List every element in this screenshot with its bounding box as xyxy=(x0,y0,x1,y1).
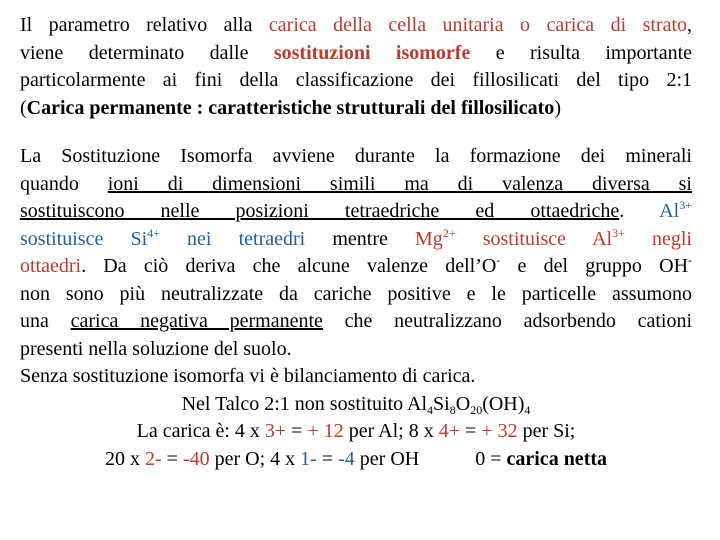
text: , xyxy=(687,14,692,36)
text: 20 x xyxy=(104,447,145,470)
red-text: ottaedri xyxy=(20,255,82,277)
body-line: La Sostituzione Isomorfa avviene durante la formazione dei minerali xyxy=(20,145,692,167)
red-text: 2- xyxy=(144,447,162,470)
red-text: + 12 xyxy=(307,420,344,442)
text: e del gruppo OH xyxy=(500,255,689,277)
formula-part: (OH) xyxy=(482,392,525,415)
highlight-red-bold: sostituzioni isomorfe xyxy=(273,41,471,64)
text: Mg xyxy=(415,227,443,250)
formula-part: Al xyxy=(407,392,428,415)
intro-line xyxy=(20,95,692,123)
text: ( xyxy=(20,96,27,119)
talc-label: Nel Talco 2:1 non sostituito xyxy=(181,392,408,415)
intro-line xyxy=(20,40,692,68)
superscript: 3+ xyxy=(612,225,625,240)
red-text: 4+ xyxy=(438,420,461,442)
text: ) xyxy=(554,96,561,119)
text: La carica è: 4 x xyxy=(136,420,265,442)
red-text: 3+ xyxy=(264,420,287,442)
intro-line xyxy=(20,12,692,40)
body-line xyxy=(20,308,692,336)
underlined-text: ioni di dimensioni simili ma di valenza diversa si xyxy=(107,172,692,195)
charge-line-1 xyxy=(20,418,692,446)
text: e risulta importante xyxy=(470,41,693,64)
bold-text: Carica permanente : caratteristiche strutturali del fillosilicato xyxy=(26,96,555,119)
blue-text: -4 xyxy=(338,447,355,470)
charge-line-2 xyxy=(20,446,692,474)
net-charge-label: carica netta xyxy=(506,447,608,470)
body-line: non sono più neutralizzate da cariche positive e le particelle assumono xyxy=(20,282,692,305)
text: per Si; xyxy=(517,420,576,442)
text: per Al; 8 x xyxy=(343,420,439,442)
superscript: 4+ xyxy=(147,225,160,240)
al-ion xyxy=(659,200,692,222)
underlined-text: carica negativa permanente xyxy=(70,310,323,332)
text: = xyxy=(286,420,308,442)
text: mentre xyxy=(305,227,416,250)
formula-part: Si xyxy=(433,392,450,415)
subscript: 4 xyxy=(427,402,434,417)
body-line xyxy=(20,253,692,281)
underlined-text: sostituiscono nelle posizioni tetraedriche ed ottaedriche xyxy=(20,200,620,222)
text: . Da ciò deriva che alcune valenze dell’O xyxy=(81,255,497,277)
talc-formula-line xyxy=(20,391,692,419)
body-line xyxy=(20,171,692,199)
text: sostituisce Al xyxy=(455,227,613,250)
intro-paragraph xyxy=(20,12,692,122)
text: quando xyxy=(20,172,108,195)
superscript: - xyxy=(496,253,501,267)
superscript: 2+ xyxy=(442,225,456,240)
text: sostituisce Si xyxy=(20,227,148,250)
body-line xyxy=(20,198,692,226)
text: per OH xyxy=(354,447,420,470)
formula-part: O xyxy=(455,392,471,415)
superscript: - xyxy=(688,253,693,267)
body-line: Senza sostituzione isomorfa vi è bilanciamento di carica. xyxy=(20,365,476,387)
blue-text: 1- xyxy=(300,447,317,470)
text: = xyxy=(460,420,482,442)
subscript: 20 xyxy=(470,402,483,417)
intro-line: particolarmente ai fini della classificazione dei fillosilicati del tipo 2:1 xyxy=(20,69,692,91)
text: 0 = xyxy=(475,447,507,470)
text: nei tetraedri xyxy=(159,227,306,250)
subscript: 8 xyxy=(449,402,456,417)
superscript: 3+ xyxy=(679,198,692,212)
text: una xyxy=(20,310,71,332)
red-text xyxy=(415,225,692,250)
text: negli xyxy=(624,227,692,250)
red-text: -40 xyxy=(182,447,210,470)
text: che neutralizzano adsorbendo cationi xyxy=(322,310,693,332)
text: . xyxy=(619,200,660,222)
highlight-red: carica della cella unitaria o carica di strato xyxy=(268,14,687,36)
body-line: presenti nella soluzione del suolo. xyxy=(20,337,292,360)
body-paragraph xyxy=(20,143,692,473)
text: Al xyxy=(659,200,680,222)
text: = xyxy=(161,447,183,470)
body-line xyxy=(20,226,692,254)
text: per O; 4 x xyxy=(209,447,301,470)
red-text: + 32 xyxy=(481,420,518,442)
blue-text xyxy=(20,225,306,250)
text: Il parametro relativo alla xyxy=(20,14,269,36)
subscript: 4 xyxy=(524,402,531,417)
text: = xyxy=(316,447,339,470)
text: viene determinato dalle xyxy=(20,41,274,64)
